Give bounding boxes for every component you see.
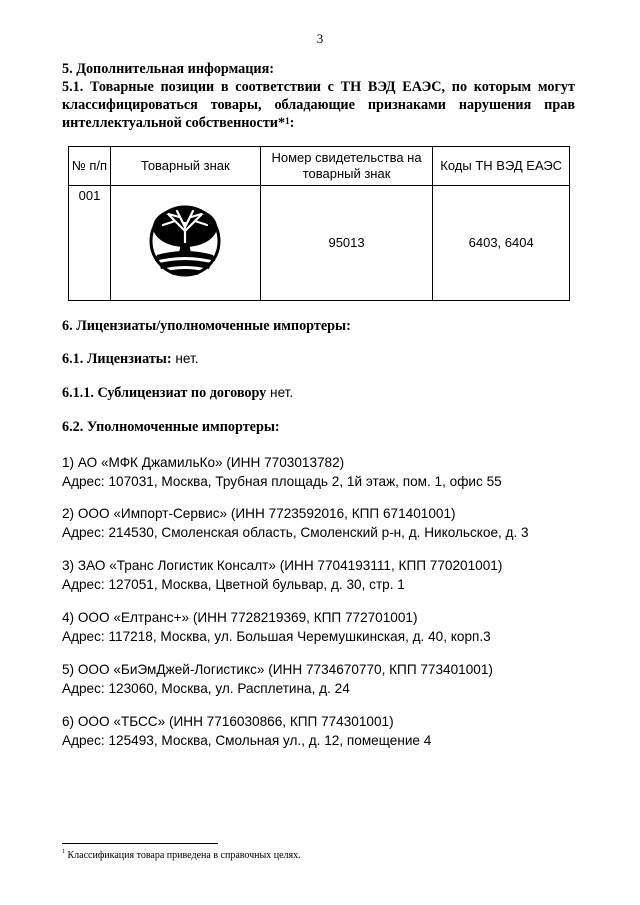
row-num: 001 — [69, 186, 111, 301]
row-codes: 6403, 6404 — [433, 186, 570, 301]
section-5-title: 5. Дополнительная информация: — [62, 61, 274, 77]
section-6-title: 6. Лицензиаты/уполномоченные импортеры: — [62, 318, 351, 334]
section-6-2-title: 6.2. Уполномоченные импортеры: — [62, 419, 280, 435]
section-5-1-title: 5.1. Товарные позиции в соответствии с ТН ВЭД ЕАЭС, по которым могут классифицироваться товары, обладающие признаками нарушения прав интеллектуальной собственности*$^1$: — [62, 79, 575, 131]
importer-item: 2) ООО «Импорт-Сервис» (ИНН 7723592016, КПП 671401001) Адрес: 214530, Смоленская область, Смоленский р-н, д. Никольское, д. 3 — [62, 506, 529, 540]
footnote-divider — [62, 843, 218, 844]
importer-item: 1) АО «МФК ДжамильКо» (ИНН 7703013782) Адрес: 107031, Москва, Трубная площадь 2, 1й этаж, пом. 1, офис 55 — [62, 455, 502, 489]
row-certificate: 95013 — [260, 186, 433, 301]
section-6-1: 6.1. Лицензиаты: нет. — [62, 351, 199, 367]
footnote: $^1$ Классификация товара приведена в справочных целях. — [62, 849, 301, 861]
page-number: 3 — [316, 31, 324, 46]
importer-item: 5) ООО «БиЭмДжей-Логистикс» (ИНН 7734670770, КПП 773401001) Адрес: 123060, Москва, ул. Расплетина, д. 24 — [62, 662, 493, 696]
tree-logo-icon — [135, 201, 235, 281]
header-certificate: Номер свидетельства на товарный знак — [260, 147, 433, 186]
header-codes: Коды ТН ВЭД ЕАЭС — [433, 147, 570, 186]
importer-item: 6) ООО «ТБСС» (ИНН 7716030866, КПП 774301001) Адрес: 125493, Москва, Смольная ул., д. 12, помещение 4 — [62, 714, 432, 748]
header-trademark: Товарный знак — [110, 147, 260, 186]
table-row — [69, 186, 570, 301]
header-num: № п/п — [69, 147, 111, 186]
trademark-table — [68, 146, 570, 301]
table-header-row — [69, 147, 570, 186]
importer-item: 3) ЗАО «Транс Логистик Консалт» (ИНН 7704193111, КПП 770201001) Адрес: 127051, Москва, Цветной бульвар, д. 30, стр. 1 — [62, 558, 503, 592]
importer-item: 4) ООО «Елтранс+» (ИНН 7728219369, КПП 772701001) Адрес: 117218, Москва, ул. Большая Черемушкинская, д. 40, корп.3 — [62, 610, 491, 644]
row-trademark — [110, 186, 260, 301]
footnote-ref: 1 — [285, 116, 290, 126]
section-6-1-1: 6.1.1. Сублицензиат по договору нет. — [62, 385, 294, 401]
section-5 — [62, 60, 575, 132]
